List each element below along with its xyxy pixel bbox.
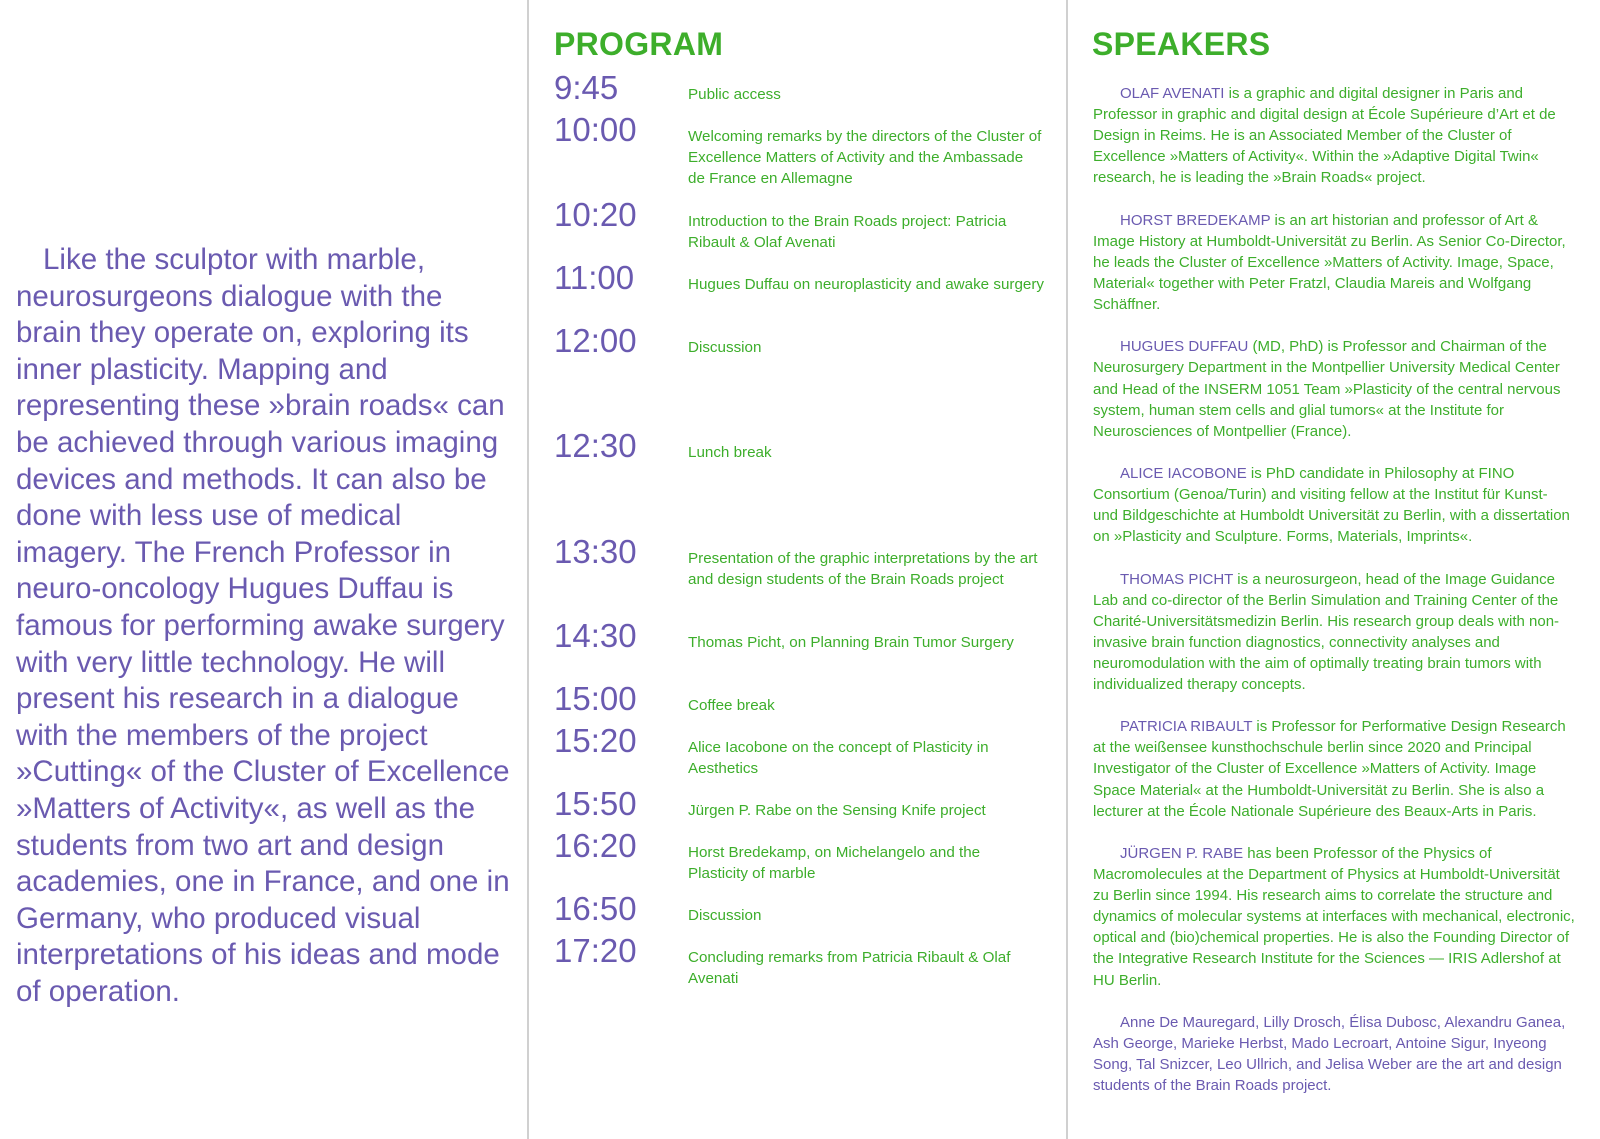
students-paragraph: [1093, 1012, 1575, 1096]
speaker-name: HORST BREDEKAMP: [1120, 211, 1271, 229]
speaker-text: (MD, PhD) is Professor and Chairman of the Neurosurgery Department in the Montpellier University Medical Center and Head of the INSERM 1051 Team »Plasticity of the central nervous system, human stem cells and glial tumors« at the Institute for Neurosciences of Montpellier (France).: [1093, 338, 1561, 440]
speaker-name: ALICE IACOBONE: [1120, 464, 1247, 482]
speaker-bio: [1093, 210, 1575, 315]
program-time: 10:00: [554, 111, 637, 148]
program-description: Horst Bredekamp, on Michelangelo and the Plasticity of marble: [688, 844, 981, 882]
program-description: Presentation of the graphic interpretations by the art and design students of the Brain Roads project: [688, 550, 1038, 588]
speaker-name: HUGUES DUFFAU: [1120, 338, 1249, 356]
program-time: 12:00: [554, 322, 637, 359]
program-time: 15:20: [554, 722, 637, 759]
speaker-bio: [1093, 569, 1575, 696]
program-time: 16:20: [554, 827, 637, 864]
program-time: 12:30: [554, 427, 637, 464]
students-text: Anne De Mauregard, Lilly Drosch, Élisa Dubosc, Alexandru Ganea, Ash George, Marieke Herbst, Mado Lecroart, Antoine Sigur, Inyeong Song, Tal Snizcer, Leo Ullrich, and Jelisa Weber are the art and design students of the Brain Roads project.: [1093, 1013, 1566, 1095]
program-description: Coffee break: [688, 697, 775, 714]
speaker-text: is an art historian and professor of Art & Image History at Humboldt-Universität zu Berlin. As Senior Co-Director, he leads the Cluster of Excellence »Matters of Activity. Image, Space, Material« together with Peter Fratzl, Claudia Mareis and Wolfgang Schäffner.: [1093, 211, 1566, 314]
program-time: 14:30: [554, 617, 637, 654]
program-description: Discussion: [688, 907, 762, 924]
program-time: 10:20: [554, 196, 637, 233]
speaker-name: PATRICIA RIBAULT: [1120, 718, 1253, 736]
speaker-bio: [1093, 843, 1575, 991]
program-description: Concluding remarks from Patricia Ribault & Olaf Avenati: [688, 949, 1011, 987]
speaker-text: has been Professor of the Physics of Macromolecules at the Department of Physics at Humboldt-Universität zu Berlin since 1994. His research aims to correlate the structure and dynamics of molecular systems at interfaces with mechanical, electronic, optical and (bio)chemical properties. He is also the Founding Director of the Integrative Research Institute for the Sciences — IRIS Adlershof at HU Berlin.: [1093, 844, 1575, 989]
program-description: Thomas Picht, on Planning Brain Tumor Surgery: [688, 634, 1014, 651]
column-divider-left: [527, 0, 529, 1139]
program-heading: PROGRAM: [554, 26, 724, 62]
speaker-text: is a graphic and digital designer in Paris and Professor in graphic and digital design at École Supérieure d’Art et de Design in Reims. He is an Associated Member of the Cluster of Excellence »Matters of Activity«. Within the »Adaptive Digital Twin« research, he is leading the »Brain Roads« project.: [1093, 85, 1556, 187]
program-time: 16:50: [554, 890, 637, 927]
program-time: 9:45: [554, 69, 619, 106]
column-divider-right: [1066, 0, 1068, 1139]
program-time: 13:30: [554, 533, 637, 570]
program-description: Lunch break: [688, 444, 772, 461]
speaker-name: OLAF AVENATI: [1120, 85, 1225, 102]
speaker-bio: [1093, 83, 1575, 188]
program-description: Discussion: [688, 339, 762, 356]
speaker-bio: [1093, 463, 1575, 547]
program-description: Welcoming remarks by the directors of the Cluster of Excellence Matters of Activity and the Ambassade de France en Allemagne: [688, 128, 1042, 187]
speaker-name: JÜRGEN P. RABE: [1120, 844, 1244, 862]
speakers-list: [1093, 83, 1575, 1117]
program-description: Alice Iacobone on the concept of Plasticity in Aesthetics: [688, 739, 989, 777]
speaker-name: THOMAS PICHT: [1120, 570, 1234, 588]
program-time: 15:50: [554, 785, 637, 822]
program-description: Introduction to the Brain Roads project: Patricia Ribault & Olaf Avenati: [688, 213, 1007, 251]
speakers-heading: SPEAKERS: [1092, 26, 1271, 62]
program-description: Hugues Duffau on neuroplasticity and awake surgery: [688, 276, 1044, 293]
program-time: 15:00: [554, 680, 637, 717]
program-time: 17:20: [554, 932, 637, 969]
intro-paragraph: Like the sculptor with marble, neurosurgeons dialogue with the brain they operate on, exploring its inner plasticity. Mapping and representing these »brain roads« can be achieved through various imaging devices and methods. It can also be done with less use of medical imagery. The French Professor in neuro-oncology Hugues Duffau is famous for performing awake surgery with very little technology. He will present his research in a dialogue with the members of the project »Cutting« of the Cluster of Excellence »Matters of Activity«, as well as the students from two art and design academies, one in France, and one in Germany, who produced visual interpretations of his ideas and mode of operation.: [16, 243, 510, 1008]
program-time: 11:00: [554, 259, 635, 296]
speaker-bio: [1093, 716, 1575, 821]
speaker-text: is a neurosurgeon, head of the Image Guidance Lab and co-director of the Berlin Simulation and Training Center of the Charité-Universitätsmedizin Berlin. His research group deals with non-invasive brain function diagnostics, connectivity analyses and neuromodulation with the aim of optimally treating brain tumors with individualized therapy concepts.: [1093, 570, 1560, 693]
speaker-bio: [1093, 336, 1575, 441]
program-description: Public access: [688, 86, 781, 103]
speaker-text: is PhD candidate in Philosophy at FINO Consortium (Genoa/Turin) and visiting fellow at the Institut für Kunst- und Bildgeschichte at Humboldt Universität zu Berlin, with a dissertation on »Plasticity and Sculpture. Forms, Materials, Imprints«.: [1093, 464, 1570, 546]
speaker-text: is Professor for Performative Design Research at the weißensee kunsthochschule berlin since 2020 and Principal Investigator of the Cluster of Excellence »Matters of Activity. Image Space Material« at the Humboldt-Universität zu Berlin. She is also a lecturer at the École Nationale Supérieure des Beaux-Arts in Paris.: [1093, 718, 1566, 820]
program-description: Jürgen P. Rabe on the Sensing Knife project: [688, 802, 986, 819]
